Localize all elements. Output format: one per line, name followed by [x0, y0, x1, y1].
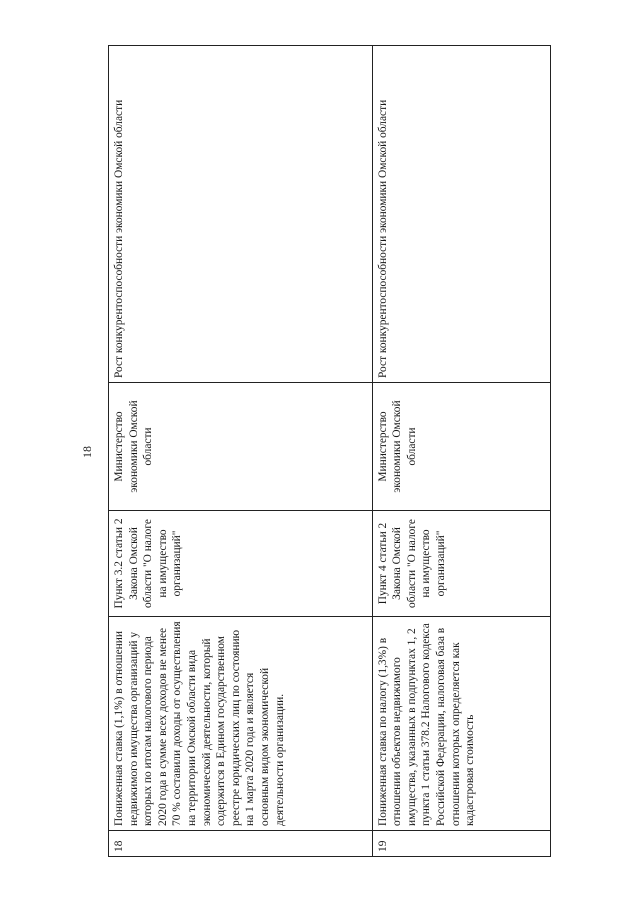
- expected-result: Рост конкурентоспособности экономики Омской области: [372, 46, 550, 383]
- row-number: 19: [372, 831, 550, 857]
- page-number: 18: [80, 446, 94, 458]
- tax-benefits-table: [108, 45, 551, 857]
- rotated-table-container: [108, 45, 551, 857]
- legal-basis: Пункт 3.2 статьи 2 Закона Омской области "О налоге на имущество организаций": [109, 511, 373, 617]
- table-row: [109, 46, 373, 857]
- responsible-ministry: Министерство экономики Омской области: [372, 383, 550, 511]
- benefit-description: Пониженная ставка (1,1%) в отношении недвижимого имущества организаций у которых по итогам налогового периода 2020 года в сумме всех доходов не менее 70 % составили доходы от осуществления на территории Омской области вида экономической деятельности, который содержится в Едином государственном реестре юридических лиц по состоянию на 1 марта 2020 года и является основным видом экономической деятельности организации.: [109, 617, 373, 831]
- responsible-ministry: Министерство экономики Омской области: [109, 383, 373, 511]
- row-number: 18: [109, 831, 373, 857]
- legal-basis: Пункт 4 статьи 2 Закона Омской области "О налоге на имущество организаций": [372, 511, 550, 617]
- table-row: [372, 46, 550, 857]
- benefit-description: Пониженная ставка по налогу (1,3%) в отношении объектов недвижимого имущества, указанных в подпунктах 1, 2 пункта 1 статьи 378.2 Налогового кодекса Российской Федерации, налоговая база в отношении которых определяется как кадастровая стоимость: [372, 617, 550, 831]
- expected-result: Рост конкурентоспособности экономики Омской области: [109, 46, 373, 383]
